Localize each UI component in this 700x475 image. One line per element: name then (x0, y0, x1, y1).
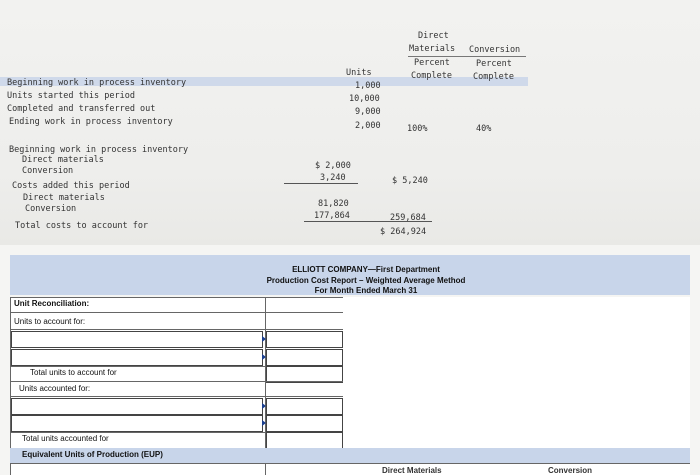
units-header: Units (346, 68, 372, 78)
cost-underline-1 (284, 183, 358, 184)
row-units-completed: 9,000 (355, 107, 381, 117)
cost-value-added-conv: 177,864 (314, 211, 350, 221)
units-accounted-row1-value-input[interactable] (266, 398, 343, 415)
dm-header-line1: Direct (418, 31, 449, 41)
cost-added-total: 259,684 (390, 213, 426, 223)
cost-bwip-total: $ 5,240 (392, 176, 428, 186)
grid-line (10, 396, 343, 397)
row-label-started: Units started this period (7, 91, 135, 101)
row-units-started: 10,000 (349, 94, 380, 104)
dropdown-marker-icon (262, 420, 266, 426)
row-units-bwip: 1,000 (355, 81, 381, 91)
row-dm-pct-ewip: 100% (407, 124, 428, 134)
units-to-account-label: Units to account for: (14, 317, 86, 326)
cost-label-conv: Conversion (22, 166, 74, 176)
report-method-title: Production Cost Report – Weighted Average Method (266, 276, 466, 285)
cost-label-bwip: Beginning work in process inventory (9, 145, 189, 155)
units-to-account-row1-value-input[interactable] (266, 331, 343, 348)
report-period-title: For Month Ended March 31 (314, 286, 418, 295)
header-underline (408, 56, 526, 57)
grid-line (10, 297, 343, 298)
cost-label-added-dm: Direct materials (23, 193, 105, 203)
dropdown-marker-icon (262, 403, 266, 409)
total-units-accounted-label: Total units accounted for (22, 434, 109, 443)
units-accounted-label: Units accounted for: (19, 384, 91, 393)
row-units-ewip: 2,000 (355, 121, 381, 131)
grid-line (10, 312, 343, 313)
dropdown-marker-icon (262, 336, 266, 342)
units-to-account-row2-label-input[interactable] (11, 349, 263, 366)
conv-header-line2: Percent (476, 59, 512, 69)
unit-reconciliation-label: Unit Reconciliation: (14, 299, 90, 308)
units-to-account-row2-value-input[interactable] (266, 349, 343, 366)
units-accounted-row2-label-input[interactable] (11, 415, 263, 432)
col-conversion-header: Conversion (548, 466, 593, 475)
units-accounted-row2-value-input[interactable] (266, 415, 343, 432)
grid-line (10, 463, 690, 464)
col-direct-materials-header: Direct Materials (382, 466, 442, 475)
eup-header-label: Equivalent Units of Production (EUP) (22, 450, 163, 459)
conv-header-line3: Complete (473, 72, 514, 82)
units-accounted-row1-label-input[interactable] (11, 398, 263, 415)
dm-header-line4: Complete (411, 71, 452, 81)
units-to-account-row1-label-input[interactable] (11, 331, 263, 348)
row-label-ewip: Ending work in process inventory (9, 117, 173, 127)
cost-value-dm: $ 2,000 (315, 161, 351, 171)
cost-value-total: $ 264,924 (380, 227, 427, 237)
cost-value-added-dm: 81,820 (318, 199, 349, 209)
conv-header-line1: Conversion (469, 45, 521, 55)
grid-line (10, 329, 343, 330)
dropdown-marker-icon (262, 354, 266, 360)
dm-header-line2: Materials (409, 44, 456, 54)
cost-label-total: Total costs to account for (15, 221, 149, 231)
total-units-to-account-label: Total units to account for (30, 368, 117, 377)
dm-header-line3: Percent (414, 58, 450, 68)
total-units-accounted-input[interactable] (266, 432, 343, 449)
cost-label-added-conv: Conversion (25, 204, 77, 214)
report-company-title: ELLIOTT COMPANY—First Department (292, 265, 440, 274)
cost-label-dm: Direct materials (22, 155, 104, 165)
row-label-completed: Completed and transferred out (7, 104, 156, 114)
cost-value-conv: 3,240 (320, 173, 346, 183)
grid-line (10, 381, 343, 382)
row-conv-pct-ewip: 40% (476, 124, 492, 134)
cost-label-added: Costs added this period (12, 181, 130, 191)
row-label-bwip: Beginning work in process inventory (7, 78, 187, 88)
